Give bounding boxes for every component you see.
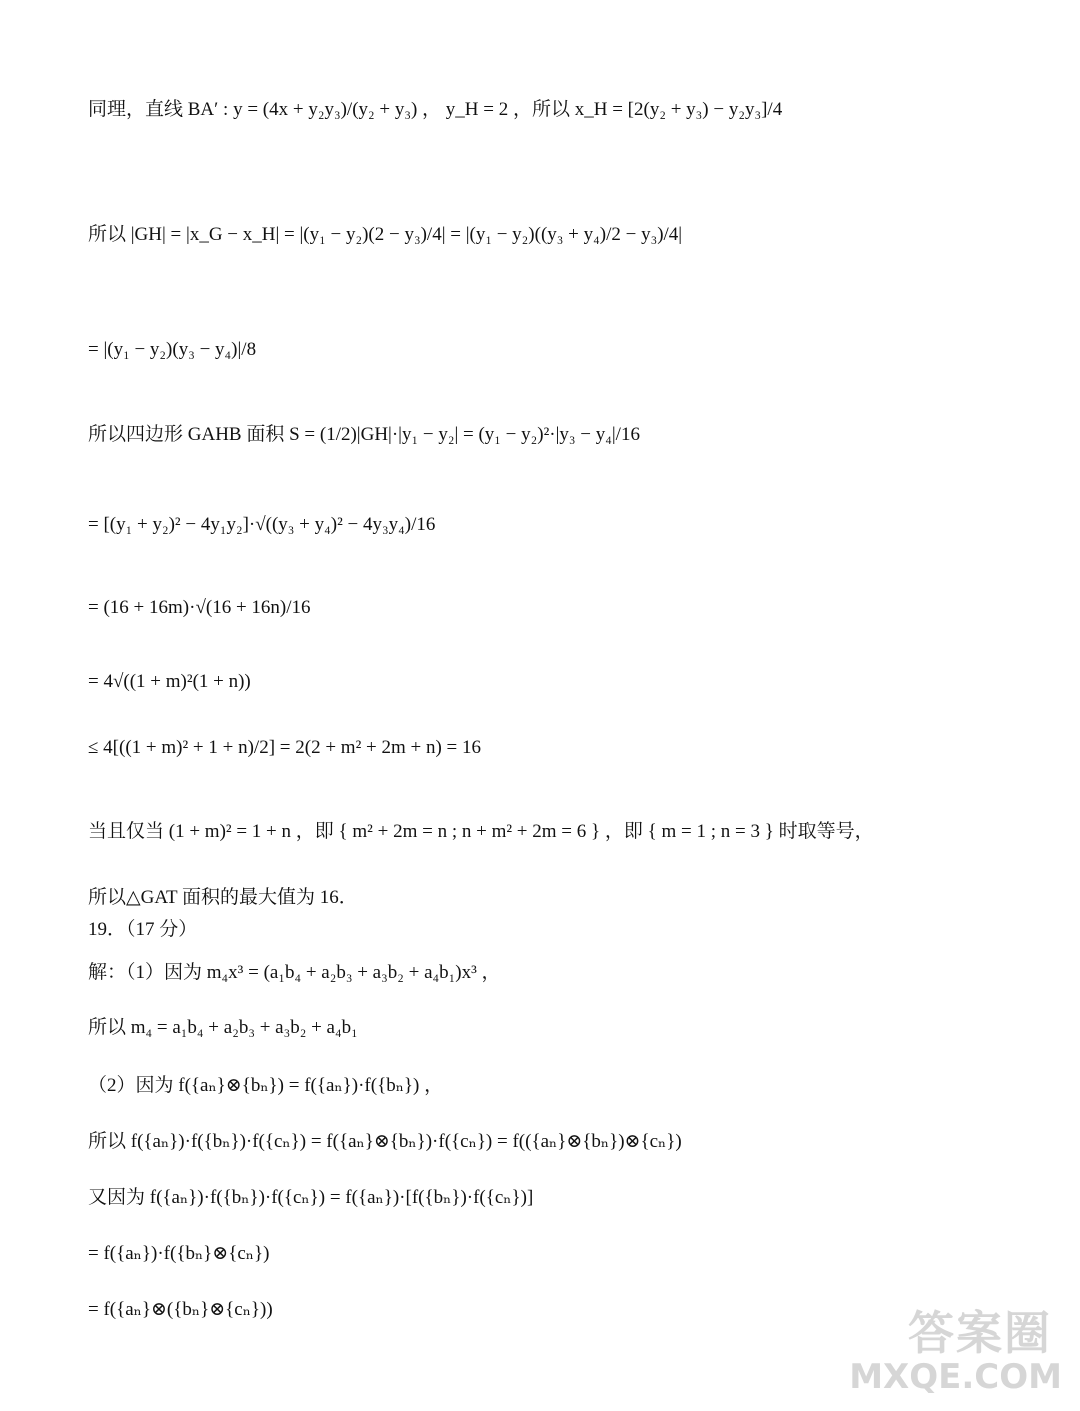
watermark-url: MXQE.COM: [849, 1357, 1062, 1397]
line-2: 所以 |GH| = |x_G − x_H| = |(y₁ − y₂)(2 − y₃)/4| = |(y₁ − y₂)((y₃ + y₄)/2 − y₃)/4|: [88, 224, 683, 245]
line-13: 所以 m₄ = a₁b₄ + a₂b₃ + a₃b₂ + a₄b₁: [88, 1017, 358, 1038]
line-17: = f({aₙ})·f({bₙ}⊗{cₙ}): [88, 1243, 270, 1264]
line-7: = 4√((1 + m)²(1 + n)): [88, 671, 251, 692]
line-9: 当且仅当 (1 + m)² = 1 + n ，即 { m² + 2m = n ; n + m² + 2m = 6 } ，即 { m = 1 ; n = 3 } 时取等号，: [88, 821, 874, 842]
line-6: = (16 + 16m)·√(16 + 16n)/16: [88, 597, 311, 618]
line-12: 解：（1）因为 m₄x³ = (a₁b₄ + a₂b₃ + a₃b₂ + a₄b₁)x³ ，: [88, 962, 501, 983]
line-4: 所以四边形 GAHB 面积 S = (1/2)|GH|·|y₁ − y₂| = (y₁ − y₂)²·|y₃ − y₄|/16: [88, 424, 640, 445]
line-10: 所以△GAT 面积的最大值为 16．: [88, 887, 358, 908]
watermark-logo-text: 答案圈: [908, 1306, 1052, 1360]
line-11: 19．（17 分）: [88, 919, 198, 940]
line-15: 所以 f({aₙ})·f({bₙ})·f({cₙ}) = f({aₙ}⊗{bₙ})·f({cₙ}) = f(({aₙ}⊗{bₙ})⊗{cₙ}): [88, 1131, 682, 1152]
line-3: = |(y₁ − y₂)(y₃ − y₄)|/8: [88, 339, 257, 360]
watermark: [849, 1297, 1062, 1397]
line-8: ≤ 4[((1 + m)² + 1 + n)/2] = 2(2 + m² + 2m + n) = 16: [88, 737, 482, 758]
line-16: 又因为 f({aₙ})·f({bₙ})·f({cₙ}) = f({aₙ})·[f({bₙ})·f({cₙ})]: [88, 1187, 534, 1208]
line-14: （2）因为 f({aₙ}⊗{bₙ}) = f({aₙ})·f({bₙ}) ，: [88, 1075, 444, 1096]
line-5: = [(y₁ + y₂)² − 4y₁y₂]·√((y₃ + y₄)² − 4y₃y₄)/16: [88, 514, 436, 535]
line-18: = f({aₙ}⊗({bₙ}⊗{cₙ})): [88, 1299, 273, 1320]
line-1: 同理，直线 BA′ : y = (4x + y₂y₃)/(y₂ + y₃) ， y_H = 2 ，所以 x_H = [2(y₂ + y₃) − y₂y₃]/4: [88, 99, 783, 120]
